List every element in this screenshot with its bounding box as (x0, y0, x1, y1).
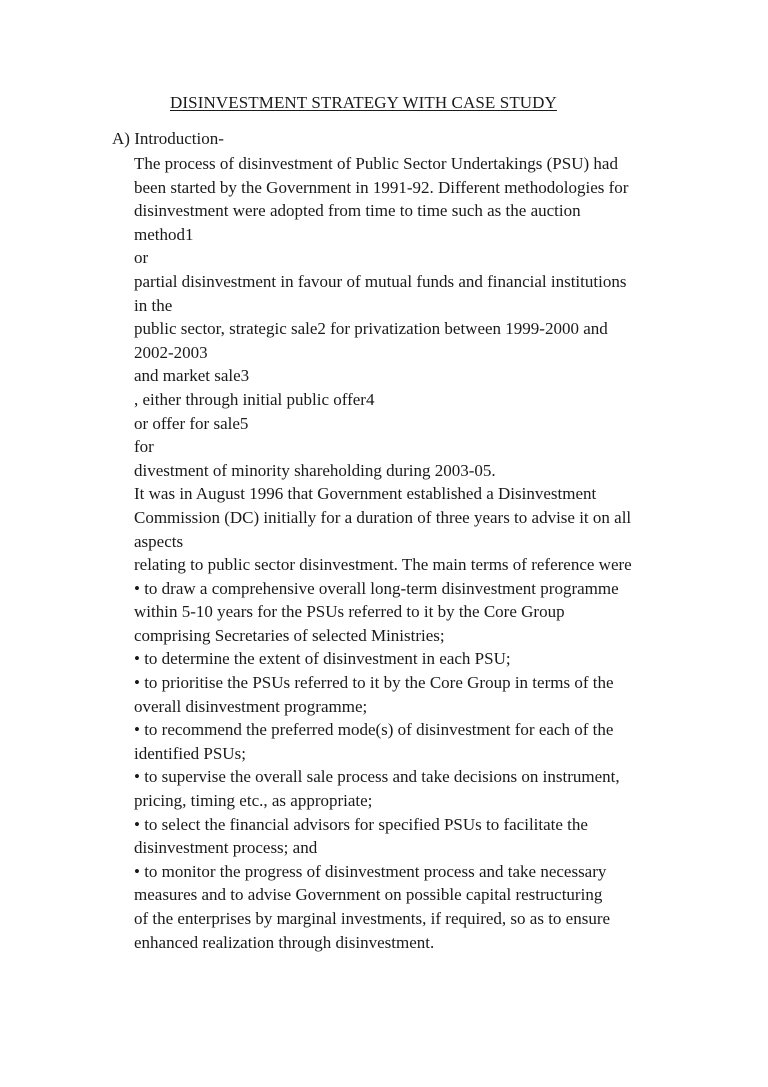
text-line: divestment of minority shareholding during 2003-05. (134, 460, 496, 480)
text-line: enhanced realization through disinvestment. (134, 932, 435, 952)
text-line: for (134, 437, 154, 457)
text-line: aspects (134, 531, 184, 551)
text-line: Commission (DC) initially for a duration of three years to advise it on all (134, 507, 632, 527)
text-line: or offer for sale5 (134, 413, 249, 433)
text-line: been started by the Government in 1991-92. Different methodologies for (134, 177, 629, 197)
text-line: disinvestment were adopted from time to time such as the auction (134, 201, 581, 221)
bullet-line: • to prioritise the PSUs referred to it by the Core Group in terms of the (134, 673, 614, 693)
text-line: , either through initial public offer4 (134, 389, 375, 409)
text-line: partial disinvestment in favour of mutual funds and financial institutions (134, 271, 627, 291)
bullet-line: • to monitor the progress of disinvestment process and take necessary (134, 861, 607, 881)
text-line: of the enterprises by marginal investments, if required, so as to ensure (134, 909, 611, 928)
bullet-line: • to select the financial advisors for specified PSUs to facilitate the (134, 814, 588, 834)
text-line: within 5-10 years for the PSUs referred to it by the Core Group (134, 602, 565, 622)
bullet-line: • to draw a comprehensive overall long-term disinvestment programme (134, 578, 619, 598)
body-text (134, 152, 754, 954)
text-line: pricing, timing etc., as appropriate; (134, 791, 373, 811)
text-line: comprising Secretaries of selected Ministries; (134, 625, 445, 645)
text-line: disinvestment process; and (134, 838, 318, 858)
bullet-line: • to recommend the preferred mode(s) of disinvestment for each of the (134, 720, 614, 740)
text-line: The process of disinvestment of Public Sector Undertakings (PSU) had (134, 154, 618, 173)
text-line: in the (134, 295, 173, 315)
text-line: and market sale3 (134, 366, 250, 386)
text-line: It was in August 1996 that Government established a Disinvestment (134, 484, 597, 504)
text-line: overall disinvestment programme; (134, 696, 368, 716)
text-line: 2002-2003 (134, 342, 208, 362)
text-line: or (134, 248, 149, 268)
section-heading: A) Introduction- (112, 129, 224, 148)
text-line: identified PSUs; (134, 743, 246, 763)
text-line: measures and to advise Government on possible capital restructuring (134, 885, 603, 905)
bullet-line: • to supervise the overall sale process and take decisions on instrument, (134, 767, 620, 787)
document-title: DISINVESTMENT STRATEGY WITH CASE STUDY (170, 93, 557, 112)
text-line: method1 (134, 224, 194, 244)
text-line: relating to public sector disinvestment. The main terms of reference were (134, 555, 632, 575)
text-line: public sector, strategic sale2 for privatization between 1999-2000 and (134, 319, 608, 339)
bullet-line: • to determine the extent of disinvestment in each PSU; (134, 649, 511, 669)
